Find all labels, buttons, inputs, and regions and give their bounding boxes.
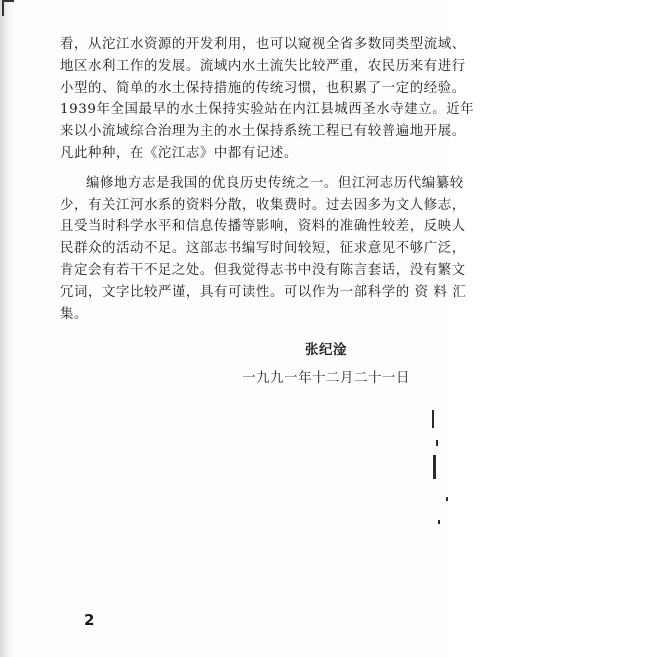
text-line: 编修地方志是我国的优良历史传统之一。但江河志历代编纂较 <box>86 175 464 191</box>
scan-edge-shadow <box>0 0 14 657</box>
scan-artifact-mark <box>438 520 440 524</box>
scan-artifact-mark <box>432 410 434 428</box>
signature-date: 一九九一年十二月二十一日 <box>242 371 410 386</box>
paragraph <box>60 173 467 326</box>
text-line: 凡此种种，在《沱江志》中都有记述。 <box>60 145 298 161</box>
text-line: 集。 <box>60 306 88 322</box>
body-text <box>60 34 475 325</box>
text-line: 民群众的活动不足。这部志书编写时间较短，征求意见不够广泛， <box>60 241 466 257</box>
text-line: 1939年全国最早的水土保持实验站在内江县城西圣水寺建立。近年 <box>60 102 475 118</box>
text-line: 看，从沱江水资源的开发利用，也可以窥视全省多数同类型流域、 <box>60 37 466 52</box>
page-number: 2 <box>84 611 95 629</box>
scan-artifact-mark <box>436 440 438 446</box>
author-name: 张纪淦 <box>305 342 347 358</box>
scan-artifact-mark <box>433 455 436 479</box>
text-line: 少，有关江河水系的资料分散，收集费时。过去因多为文人修志， <box>60 197 466 213</box>
text-line: 且受当时科学水平和信息传播等影响，资料的准确性较差，反映人 <box>60 219 466 235</box>
scan-artifact-mark <box>446 497 448 501</box>
text-line: 肯定会有若干不足之处。但我觉得志书中没有陈言套话，没有繁文 <box>60 262 466 278</box>
text-line: 冗词，文字比较严谨，具有可读性。可以作为一部科学的 资 料 汇 <box>60 284 467 300</box>
text-line: 地区水利工作的发展。流域内水土流失比较严重，农民历来有进行 <box>60 58 466 74</box>
text-line: 来以小流域综合治理为主的水土保持系统工程已有较普遍地开展。 <box>60 124 466 140</box>
text-line: 小型的、简单的水土保持措施的传统习惯，也积累了一定的经验。 <box>60 80 466 96</box>
paragraph <box>60 34 475 165</box>
corner-crop-mark <box>2 0 14 16</box>
